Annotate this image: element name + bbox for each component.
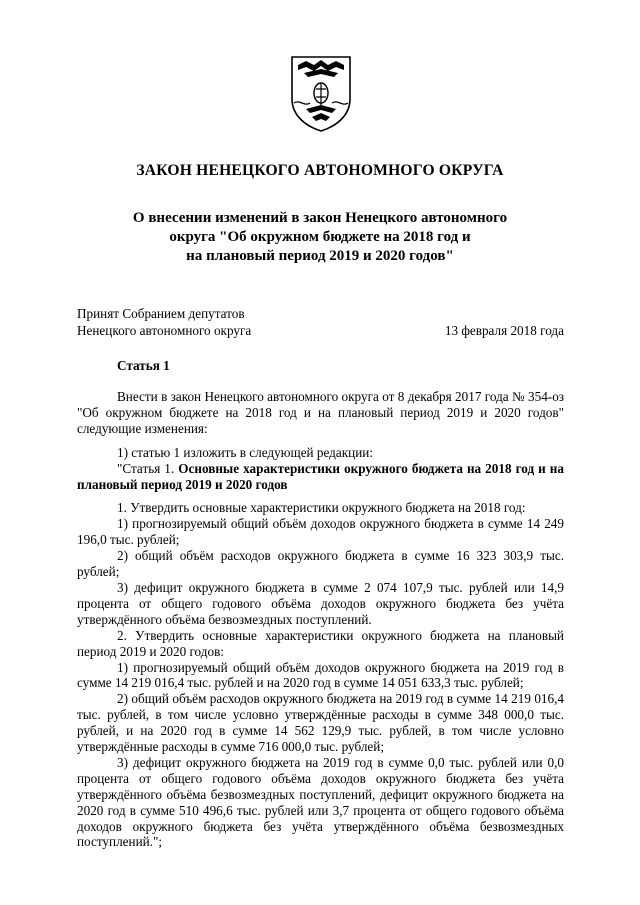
body-paragraph: 3) дефицит окружного бюджета на 2019 год в сумме 0,0 тыс. рублей или 0,0 процента от общего годового объёма доходов окружного бюджета без учёта утверждённого объёма безвозмездных поступлений, дефицит окружного бюджета на 2020 год в сумме 510 496,6 тыс. рублей или 3,7 процента от общего годового объёма доходов окружного бюджета без учёта утверждённого объёма безвозмездных поступлений."; — [77, 754, 564, 850]
adoption-date: 13 февраля 2018 года — [444, 323, 564, 338]
law-title: ЗАКОН НЕНЕЦКОГО АВТОНОМНОГО ОКРУГА — [136, 162, 504, 179]
article-item-1: 1) статью 1 изложить в следующей редакции: — [117, 444, 373, 460]
quote-bold-title: Основные характеристики окружного бюджета на 2018 год и на плановый период 2019 и 2020 годов — [77, 460, 564, 492]
quote-prefix: "Статья 1. — [117, 460, 179, 476]
adoption-block — [77, 305, 564, 339]
body-paragraph: 3) дефицит окружного бюджета в сумме 2 074 107,9 тыс. рублей или 14,9 процента от общего годового объёма доходов окружного бюджета без учёта утверждённого объёма безвозмездных поступлений. — [77, 579, 564, 627]
article-quote-heading — [77, 461, 564, 493]
body-paragraph: 2. Утвердить основные характеристики окружного бюджета на плановый период 2019 и 2020 годов: — [77, 627, 564, 659]
subtitle-line: округа "Об окружном бюджете на 2018 год и — [169, 229, 471, 245]
body-paragraph: 2) общий объём расходов окружного бюджета на 2019 год в сумме 14 219 016,4 тыс. рублей, в том числе условно утверждённые расходы в сумме 348 000,0 тыс. рублей, и на 2020 год в сумме 14 562 129,9 тыс. рублей, в том числе условно утверждённые расходы в сумме 716 000,0 тыс. рублей; — [77, 691, 564, 755]
body-paragraph: 2) общий объём расходов окружного бюджета в сумме 16 323 303,9 тыс. рублей; — [77, 548, 564, 580]
subtitle-line: О внесении изменений в закон Ненецкого автономного — [132, 210, 508, 226]
subtitle-line: на плановый период 2019 и 2020 годов" — [186, 248, 454, 264]
adoption-line-1: Принят Собранием депутатов — [77, 306, 245, 321]
body-paragraph: 1. Утвердить основные характеристики окружного бюджета на 2018 год: — [117, 500, 526, 516]
adoption-line-2: Ненецкого автономного округа — [77, 323, 252, 338]
article-body — [77, 389, 564, 850]
law-subtitle — [60, 209, 580, 266]
body-paragraph: 1) прогнозируемый общий объём доходов окружного бюджета на 2019 год в сумме 14 219 016,4 тыс. рублей и на 2020 год в сумме 14 051 633,3 тыс. рублей; — [77, 659, 564, 691]
article-intro: Внести в закон Ненецкого автономного округа от 8 декабря 2017 года № 354-оз "Об окружном бюджете на 2018 год и на плановый период 2019 и 2020 годов" следующие изменения: — [77, 389, 564, 436]
body-paragraph: 1) прогнозируемый общий объём доходов окружного бюджета в сумме 14 249 196,0 тыс. рублей; — [77, 516, 564, 548]
coat-of-arms-icon — [290, 55, 352, 133]
article-heading: Статья 1 — [117, 358, 170, 373]
